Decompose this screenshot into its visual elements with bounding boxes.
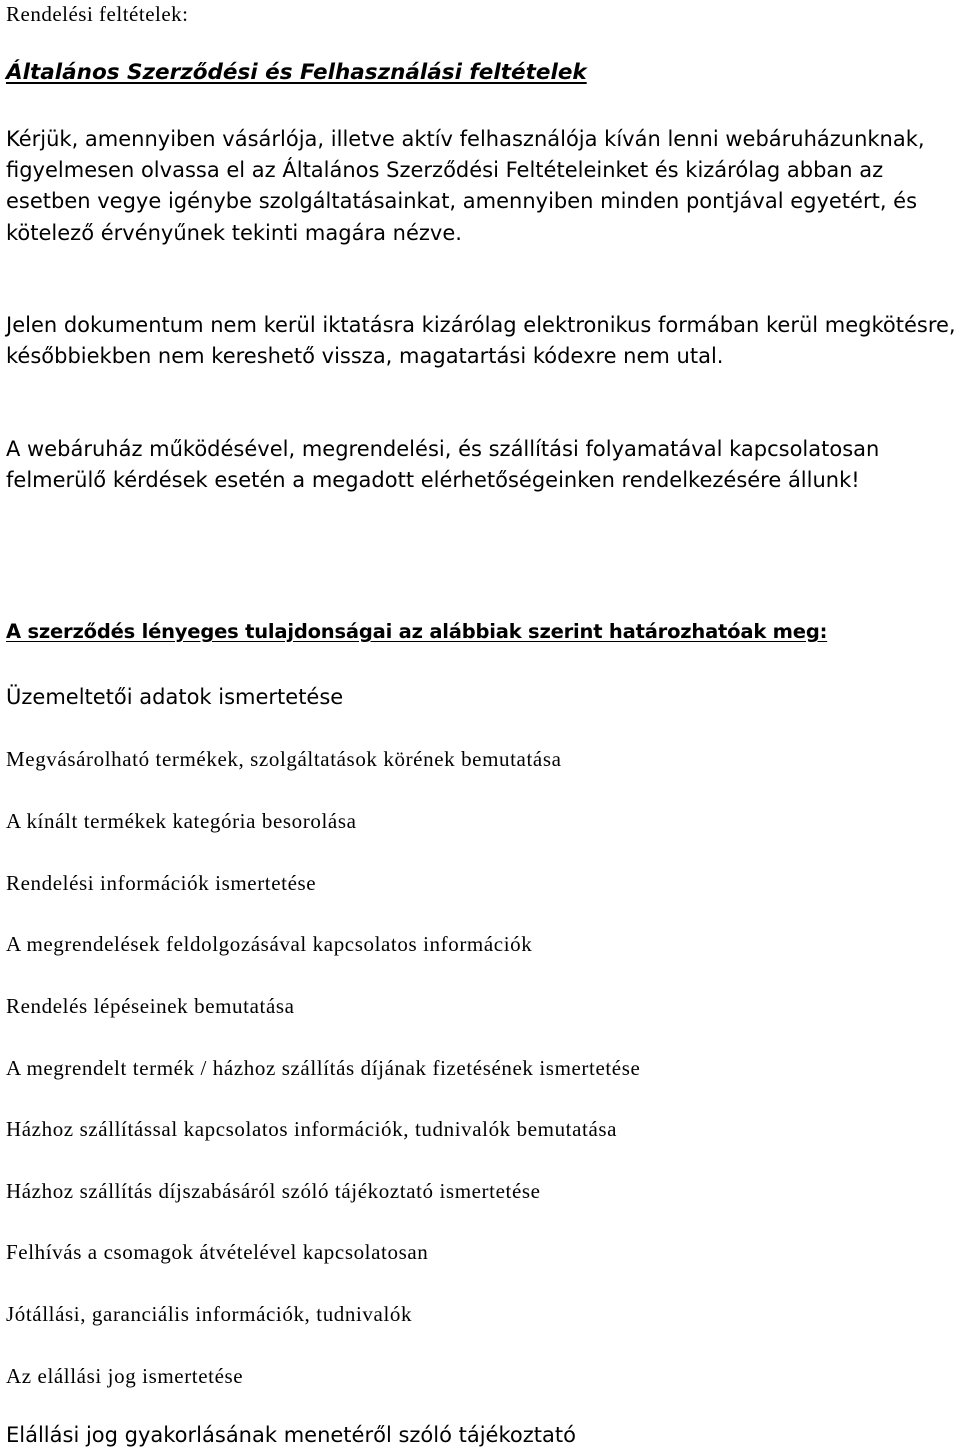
topic-item: Jótállási, garanciális információk, tudnivalók (6, 1302, 413, 1326)
topic-item: Rendelés lépéseinek bemutatása (6, 994, 295, 1018)
intro-paragraph: Kérjük, amennyiben vásárlója, illetve aktív felhasználója kíván lenni webáruházunknak, figyelmesen olvassa el az Általános Szerződési Feltételeinket és kizárólag abban az esetben vegye igénybe szolgáltatásainkat, amennyiben minden pontjával egyetért, és kötelező érvényűnek tekinti magára nézve. (6, 127, 925, 245)
topic-item: Üzemeltetői adatok ismertetése (6, 685, 344, 709)
topic-item: A kínált termékek kategória besorolása (6, 809, 357, 833)
topic-item: Az elállási jog ismertetése (6, 1364, 244, 1388)
topic-item: Felhívás a csomagok átvételével kapcsolatosan (6, 1240, 429, 1264)
document-title: Általános Szerződési és Felhasználási feltételek (6, 60, 587, 85)
document-label: Rendelési feltételek: (6, 2, 189, 26)
contact-paragraph: A webáruház működésével, megrendelési, és szállítási folyamatával kapcsolatosan felmerülő kérdések esetén a megadott elérhetőségeinken rendelkezésére állunk! (6, 437, 880, 493)
topic-item: Megvásárolható termékek, szolgáltatások körének bemutatása (6, 747, 562, 771)
topic-item: A megrendelt termék / házhoz szállítás díjának fizetésének ismertetése (6, 1056, 641, 1080)
topic-item: Házhoz szállítással kapcsolatos információk, tudnivalók bemutatása (6, 1117, 618, 1141)
electronic-contract-paragraph: Jelen dokumentum nem kerül iktatásra kizárólag elektronikus formában kerül megkötésre, későbbiekben nem kereshető vissza, magatartási kódexre nem utal. (6, 313, 956, 369)
topic-item: Rendelési információk ismertetése (6, 871, 317, 895)
topic-item: Házhoz szállítás díjszabásáról szóló tájékoztató ismertetése (6, 1179, 541, 1203)
topic-item: A megrendelések feldolgozásával kapcsolatos információk (6, 932, 533, 956)
topic-item: Elállási jog gyakorlásának menetéről szóló tájékoztató (6, 1423, 576, 1447)
section-heading: A szerződés lényeges tulajdonságai az alábbiak szerint határozhatóak meg: (6, 620, 828, 643)
